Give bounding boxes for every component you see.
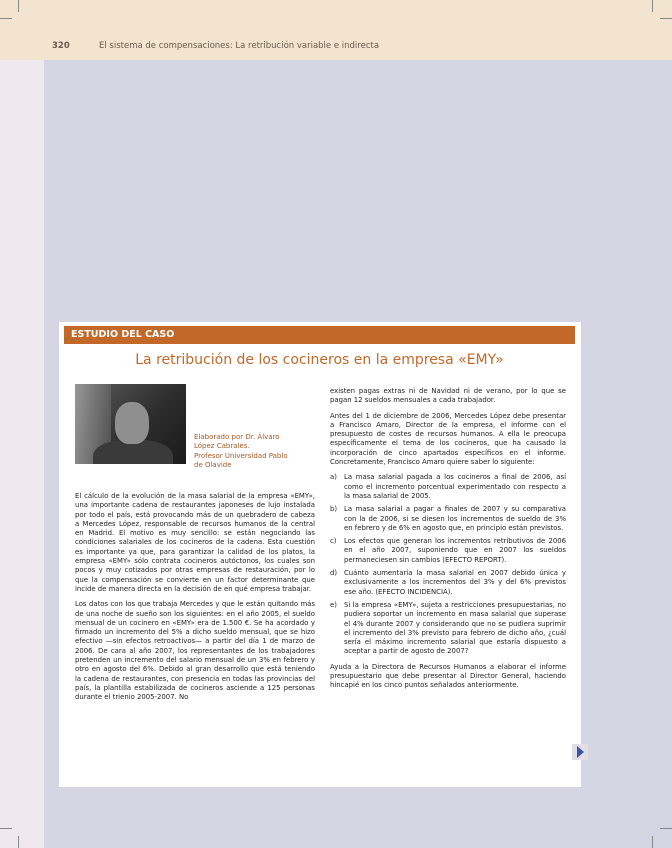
left-margin-strip: [0, 0, 44, 848]
list-item: [330, 569, 566, 597]
crop-mark: [0, 18, 12, 19]
paragraph: Antes del 1 de diciembre de 2006, Mercedes López debe presentar a Francisco Amaro, Director de la empresa, el informe con el presupuesto de costes de recursos humanos. A ella le preocupa específicamente el tema de los cocineros, que ha causado la incorporación de cinco apartados específicos en el informe. Concretamente, Francisco Amaro quiere saber lo siguiente:: [330, 411, 566, 467]
author-line: Elaborado por Dr. Álvaro: [194, 433, 280, 441]
list-marker: c): [330, 537, 337, 546]
right-column: [330, 387, 566, 697]
crop-mark: [18, 0, 19, 12]
author-line: de Olavide: [194, 461, 232, 470]
list-marker: b): [330, 505, 338, 514]
list-item: [330, 601, 566, 657]
crop-mark: [0, 828, 12, 829]
list-marker: d): [330, 569, 338, 578]
list-item: [330, 537, 566, 565]
list-marker: a): [330, 473, 337, 482]
paragraph: El cálculo de la evolución de la masa salarial de la empresa «EMY», una importante cadena de restaurantes japoneses de lujo instalada por todo el país, está provocando más de un quebradero de cabeza a Mercedes López, responsable de recursos humanos de la central en Madrid. El motivo es muy sencillo: se están negociando las condiciones salariales de los cocineros de la cadena. Esta cuestión es importante ya que, para garantizar la calidad de los platos, la empresa «EMY» sólo contrata cocineros autóctonos, los cuales son pocos y muy cotizados por otras empresas de restauración, por lo que la compensación se convierte en un factor determinante que incide de manera directa en la decisión de en qué empresa trabajar.: [75, 492, 315, 593]
list-marker: e): [330, 600, 337, 609]
list-item: [330, 473, 566, 501]
author-line: López Cabrales.: [194, 442, 250, 451]
list-item: [330, 505, 566, 533]
list-item-text: La masa salarial a pagar a finales de 2007 y su comparativa con la de 2006, si se diesen los incrementos de sueldo de 3% en febrero y de 6% en agosto que, en principio están previstos.: [344, 505, 566, 532]
left-column: [75, 492, 315, 709]
left-margin-strip-top: [0, 0, 44, 60]
crop-mark: [18, 836, 19, 848]
author-photo: [75, 384, 186, 464]
photo-face: [115, 402, 149, 444]
list-item-text: Los efectos que generan los incrementos retributivos de 2006 en el año 2007, suponiendo que en 2007 los sueldos permaneciesen sin cambios (EFECTO REPORT).: [344, 537, 566, 564]
question-list: [330, 473, 566, 656]
header-band: [0, 0, 672, 60]
running-title: El sistema de compensaciones: La retribución variable e indirecta: [99, 41, 380, 51]
paragraph: existen pagas extras ni de Navidad ni de verano, por lo que se pagan 12 sueldos mensuales a cada trabajador.: [330, 387, 566, 405]
author-credit: [194, 433, 314, 471]
crop-mark: [660, 18, 672, 19]
closing-paragraph: Ayuda a la Directora de Recursos Humanos a elaborar el informe presupuestario que debe presentar al Director General, haciendo hincapié en los cinco puntos señalados anteriormente.: [330, 662, 566, 690]
author-line: Profesor Universidad Pablo: [194, 451, 288, 460]
case-study-tag: ESTUDIO DEL CASO: [64, 326, 575, 344]
case-study-title: La retribución de los cocineros en la empresa «EMY»: [135, 352, 504, 368]
paragraph: Los datos con los que trabaja Mercedes y que le están quitando más de una noche de sueño son los siguientes: en el año 2005, el sueldo mensual de un cocinero en «EMY» era de 1.500 €. Se ha acordado y firmado un incremento del 5% a dicho sueldo mensual, que se hizo efectivo —sin efectos retroactivos— a partir del día 1 de marzo de 2006. De cara al año 2007, los representantes de los trabajadores pretenden un incremento del salario mensual de un 3% en febrero y otro en agosto del 6%. Debido al gran desarrollo que está teniendo la cadena de restaurantes, con presencia en todas las provincias del país, la plantilla estabilizada de cocineros asciende a 125 personas durante el trienio 2005-2007. No: [75, 600, 315, 702]
list-item-text: Si la empresa «EMY», sujeta a restricciones presupuestarias, no pudiera soportar un incremento en masa salarial que superase el 4% durante 2007 y considerando que no se pudiera suprimir el incremento del 3% previsto para febrero de dicho año, ¿cuál sería el máximo incremento salarial que estaría dispuesto a aceptar a partir de agosto de 2007?: [344, 600, 566, 656]
crop-mark: [652, 836, 653, 848]
list-item-text: La masa salarial pagada a los cocineros a final de 2006, así como el incremento porcentual experimentado con respecto a la masa salarial de 2005.: [344, 473, 566, 500]
crop-mark: [652, 0, 653, 12]
crop-mark: [660, 828, 672, 829]
list-item-text: Cuánto aumentaría la masa salarial en 2007 debido única y exclusivamente a los incrementos del 3% y del 6% previstos ese año. (EFECTO INCIDENCIA).: [344, 569, 566, 596]
chevron-right-icon[interactable]: [577, 746, 584, 758]
page-number: 320: [52, 41, 70, 51]
